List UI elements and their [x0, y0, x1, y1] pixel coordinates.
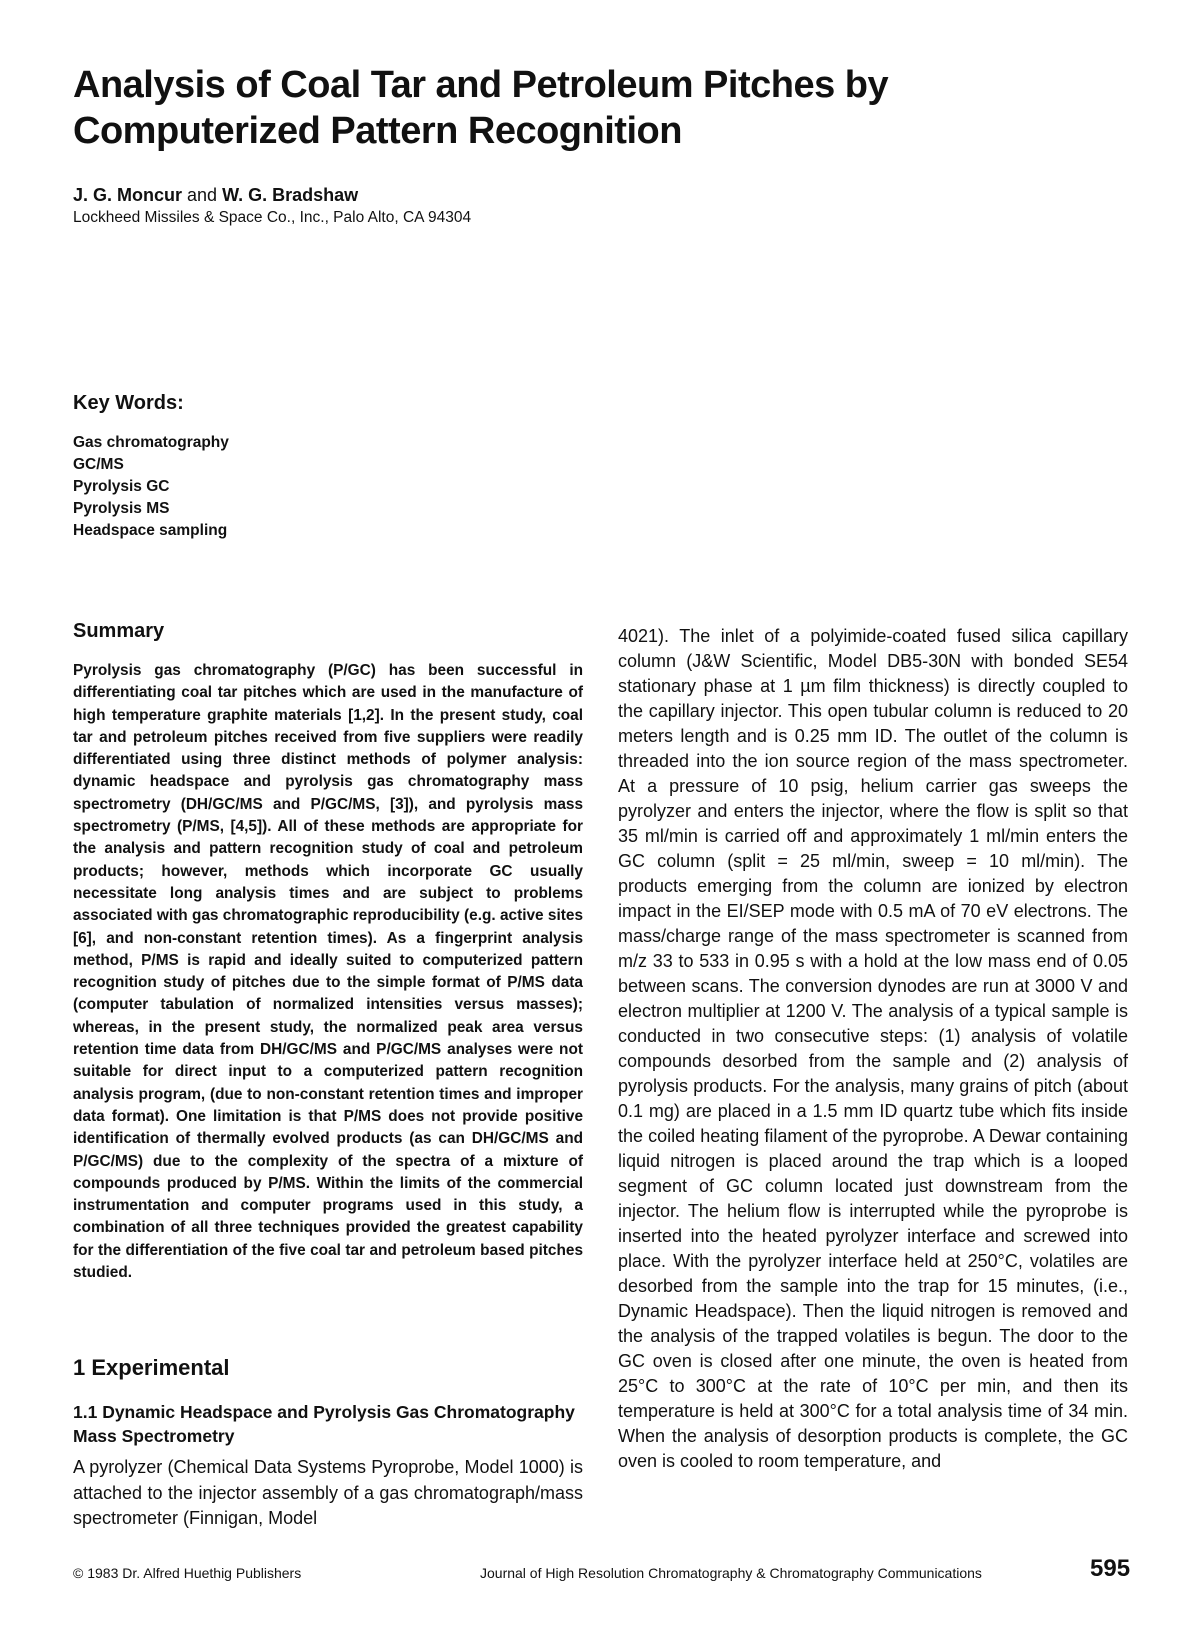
keywords-list — [73, 432, 229, 542]
experimental-text: A pyrolyzer (Chemical Data Systems Pyroprobe, Model 1000) is attached to the injector assembly of a gas chromatograph/mass spectrometer (Finnigan, Model — [73, 1457, 583, 1528]
summary-text: Pyrolysis gas chromatography (P/GC) has been successful in differentiating coal tar pitches which are used in the manufacture of high temperature graphite materials [1,2]. In the present study, coal tar and petroleum pitches received from five suppliers were readily differentiated using three distinct methods of polymer analysis: dynamic headspace and pyrolysis gas chromatography mass spectrometry (DH/GC/MS and P/GC/MS, [3]), and pyrolysis mass spectrometry (P/MS, [4,5]). All of these methods are appropriate for the analysis and pattern recognition study of coal and petroleum products; however, methods which incorporate GC usually necessitate long analysis times and are subject to problems associated with gas chromatographic reproducibility (e.g. active sites [6], and non-constant retention times). As a fingerprint analysis method, P/MS is rapid and ideally suited to computerized pattern recognition study of pitches due to the simple format of P/MS data (computer tabulation of normalized intensities versus masses); whereas, in the present study, the normalized peak area versus retention time data from DH/GC/MS and P/GC/MS analyses were not suitable for direct input to a computerized pattern recognition analysis program, (due to non-constant retention times and improper data format). One limitation is that P/MS does not provide positive identification of thermally evolved products (as can DH/GC/MS and P/GC/MS) due to the complexity of the spectra of a mixture of compounds produced by P/MS. Within the limits of the commercial instrumentation and computer programs used in this study, a combination of all three techniques provided the greatest capability for the differentiation of the five coal tar and petroleum based pitches studied. — [73, 662, 583, 1282]
subsection-heading: 1.1 Dynamic Headspace and Pyrolysis Gas Chromatography Mass Spectrometry — [73, 1402, 575, 1446]
section-heading: 1 Experimental — [73, 1355, 230, 1380]
keyword-item: GC/MS — [73, 456, 124, 473]
summary-heading: Summary — [73, 620, 165, 642]
author-line — [73, 185, 358, 206]
article-title: Analysis of Coal Tar and Petroleum Pitches by Computerized Pattern Recognition — [73, 64, 889, 152]
keyword-item: Pyrolysis MS — [73, 500, 170, 517]
page-number: 595 — [1090, 1555, 1131, 1582]
keyword-item: Headspace sampling — [73, 522, 228, 539]
keyword-item: Pyrolysis GC — [73, 478, 170, 495]
keyword-item: Gas chromatography — [73, 434, 229, 451]
journal-name: Journal of High Resolution Chromatography & Chromatography Communications — [480, 1565, 982, 1581]
author-2: W. G. Bradshaw — [222, 185, 359, 205]
author-conjunction: and — [187, 185, 218, 205]
keywords-heading: Key Words: — [73, 392, 184, 414]
affiliation: Lockheed Missiles & Space Co., Inc., Palo Alto, CA 94304 — [73, 209, 472, 226]
copyright-notice: © 1983 Dr. Alfred Huethig Publishers — [73, 1565, 302, 1581]
right-column-text: 4021). The inlet of a polyimide-coated fused silica capillary column (J&W Scientific, Model DB5-30N with bonded SE54 stationary phase at 1 µm film thickness) is directly coupled to the capillary injector. This open tubular column is reduced to 20 meters length and is 0.25 mm ID. The outlet of the column is threaded into the ion source region of the mass spectrometer. At a pressure of 10 psig, helium carrier gas sweeps the pyrolyzer and enters the injector, where the flow is split so that 35 ml/min is carried off and approximately 1 ml/min enters the GC column (split = 25 ml/min, sweep = 10 ml/min). The products emerging from the column are ionized by electron impact in the EI/SEP mode with 0.5 mA of 70 eV electrons. The mass/charge range of the mass spectrometer is scanned from m/z 33 to 533 in 0.95 s with a hold at the low mass end of 0.05 between scans. The conversion dynodes are run at 3000 V and electron multiplier at 1200 V. The analysis of a typical sample is conducted in two consecutive steps: (1) analysis of volatile compounds desorbed from the sample and (2) analysis of pyrolysis products. For the analysis, many grains of pitch (about 0.1 mg) are placed in a 1.5 mm ID quartz tube which fits inside the coiled heating filament of the pyroprobe. A Dewar containing liquid nitrogen is placed around the trap which is a looped segment of GC column located just downstream from the injector. The helium flow is interrupted while the pyroprobe is inserted into the heated pyrolyzer interface and screwed into place. With the pyrolyzer interface held at 250°C, volatiles are desorbed from the sample into the trap for 15 minutes, (i.e., Dynamic Headspace). Then the liquid nitrogen is removed and the analysis of the trapped volatiles is begun. The door to the GC oven is closed after one minute, the oven is heated from 25°C to 300°C at the rate of 10°C per min, and then its temperature is held at 300°C for a total analysis time of 34 min. When the analysis of desorption products is complete, the GC oven is cooled to room temperature, and — [618, 626, 1128, 1471]
author-1: J. G. Moncur — [73, 185, 183, 205]
